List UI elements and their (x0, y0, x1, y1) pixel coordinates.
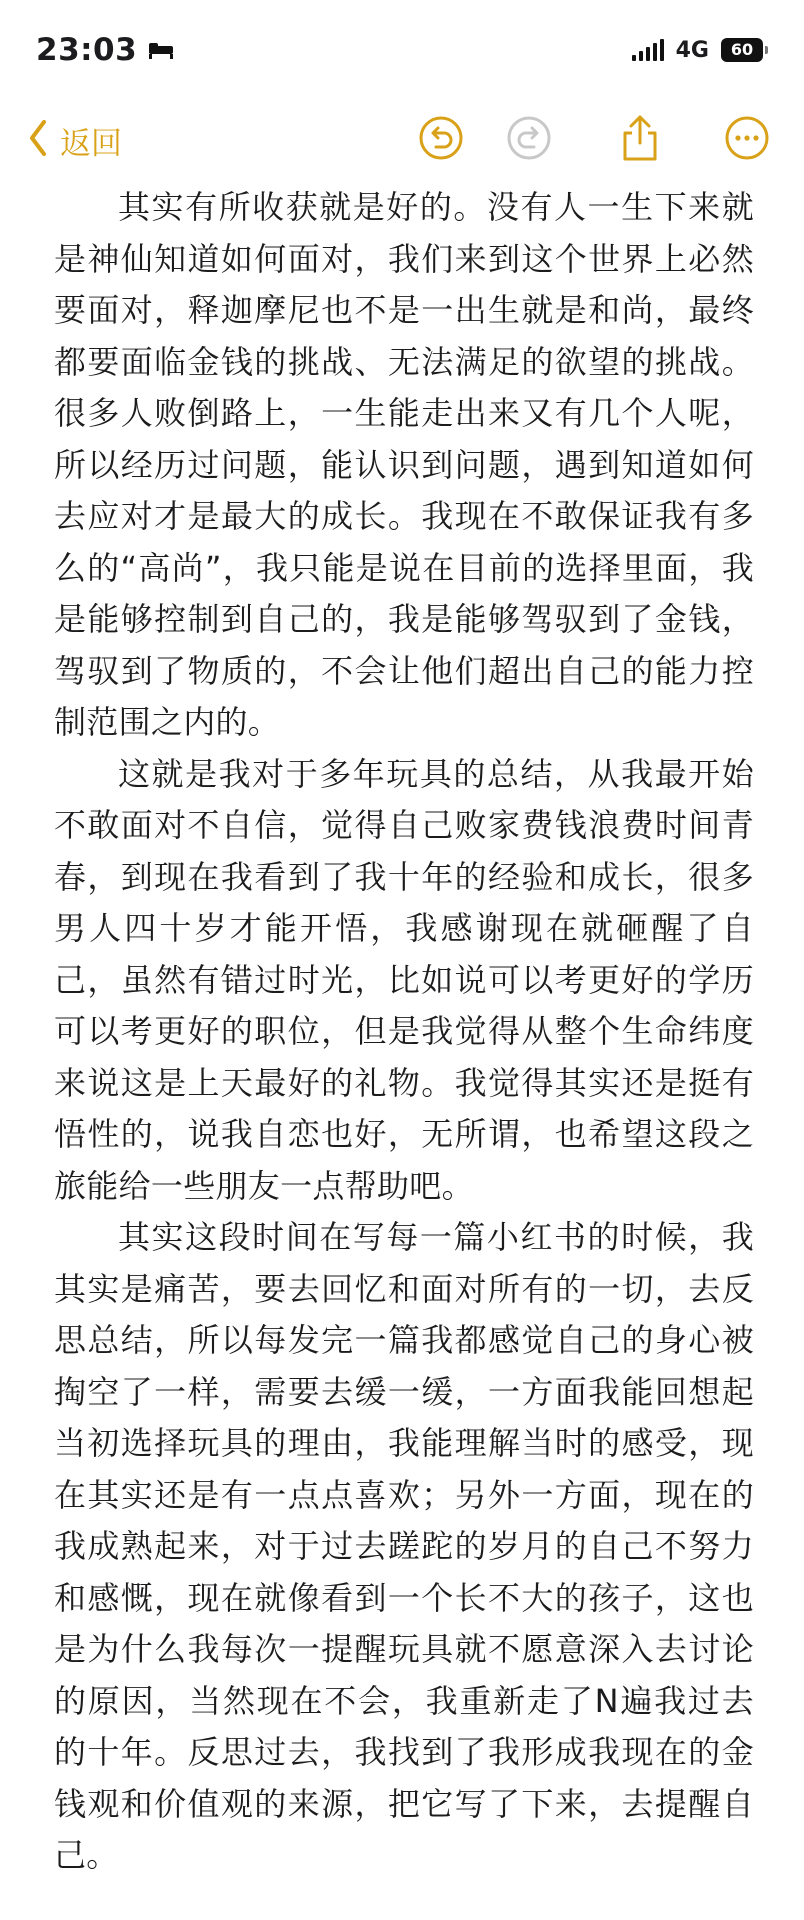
share-button[interactable] (613, 113, 667, 167)
redo-button[interactable] (502, 113, 556, 167)
battery-icon (721, 38, 768, 62)
redo-icon (506, 115, 552, 165)
bed-icon (147, 32, 175, 68)
note-paragraph-1: 其实有所收获就是好的。没有人一生下来就是神仙知道如何面对，我们来到这个世界上必然要面对，释迦摩尼也不是一出生就是和尚，最终都要面临金钱的挑战、无法满足的欲望的挑战。很多人败倒路上，一生能走出来又有几个人呢，所以经历过问题，能认识到问题，遇到知道如何去应对才是最大的成长。我现在不敢保证我有多么的“高尚”，我只能是说在目前的选择里面，我是能够控制到自己的，我是能够驾驭到了金钱，驾驭到了物质的，不会让他们超出自己的能力控制范围之内的。 (54, 188, 754, 741)
note-body[interactable] (54, 182, 754, 1882)
back-button[interactable] (26, 105, 122, 175)
signal-icon (632, 39, 664, 61)
status-bar (0, 0, 804, 100)
chevron-left-icon (26, 118, 50, 162)
status-time: 23:03 (36, 32, 138, 68)
note-toolbar (0, 105, 804, 175)
more-button[interactable] (720, 113, 774, 167)
more-icon (724, 115, 770, 165)
undo-icon (418, 115, 464, 165)
network-label: 4G (675, 37, 709, 63)
undo-button[interactable] (414, 113, 468, 167)
note-paragraph-2: 这就是我对于多年玩具的总结，从我最开始不敢面对不自信，觉得自己败家费钱浪费时间青春，到现在我看到了我十年的经验和成长，很多男人四十岁才能开悟，我感谢现在就砸醒了自己，虽然有错过时光，比如说可以考更好的学历可以考更好的职位，但是我觉得从整个生命纬度来说这是上天最好的礼物。我觉得其实还是挺有悟性的，说我自恋也好，无所谓，也希望这段之旅能给一些朋友一点帮助吧。 (54, 754, 754, 1205)
status-left (36, 32, 175, 68)
note-paragraph-3: 其实这段时间在写每一篇小红书的时候，我其实是痛苦，要去回忆和面对所有的一切，去反思总结，所以每发完一篇我都感觉自己的身心被掏空了一样，需要去缓一缓，一方面我能回想起当初选择玩具的理由，我能理解当时的感受，现在其实还是有一点点喜欢；另外一方面，现在的我成熟起来，对于过去蹉跎的岁月的自己不努力和感慨，现在就像看到一个长不大的孩子，这也是为什么我每次一提醒玩具就不愿意深入去讨论的原因，当然现在不会，我重新走了N遍我过去的十年。反思过去，我找到了我形成我现在的金钱观和价值观的来源，把它写了下来，去提醒自己。 (54, 1218, 754, 1874)
battery-level: 60 (721, 38, 763, 62)
back-label: 返回 (60, 125, 122, 162)
status-right (632, 38, 768, 63)
share-icon (617, 113, 663, 167)
